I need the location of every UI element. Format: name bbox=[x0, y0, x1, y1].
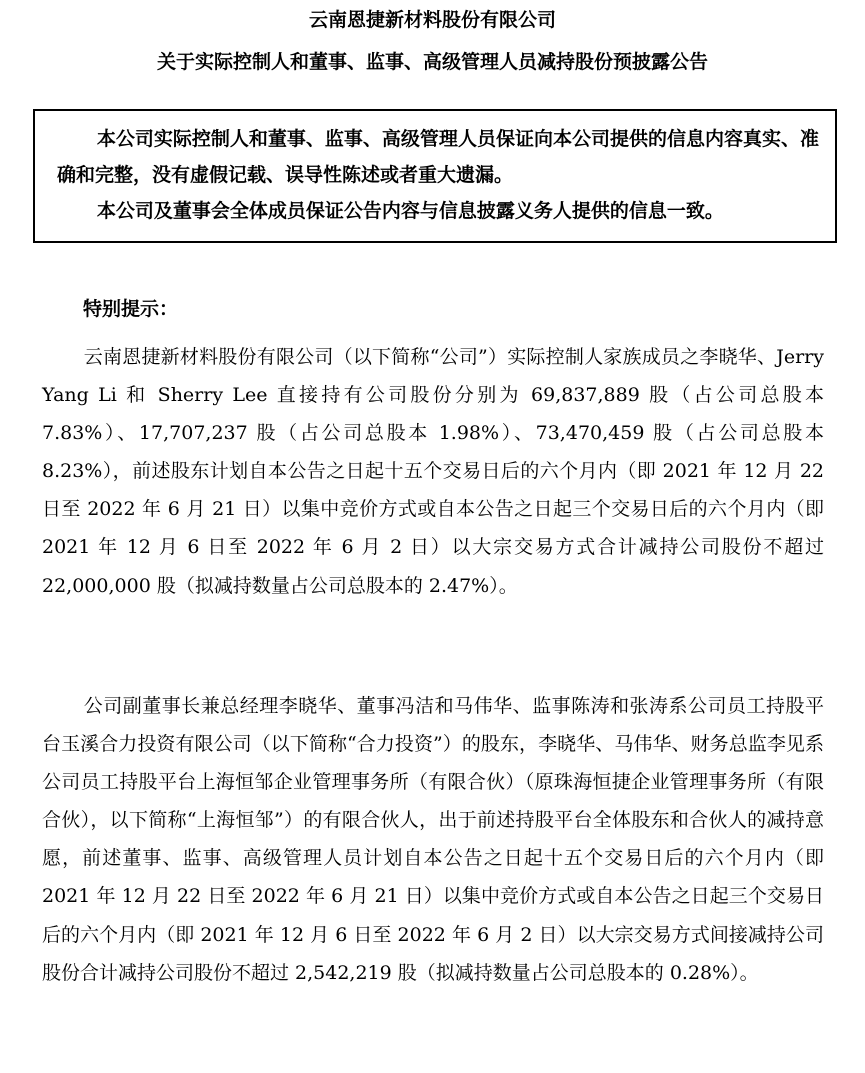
body-paragraph-2: 公司副董事长兼总经理李晓华、董事冯洁和马伟华、监事陈涛和张涛系公司员工持股平台玉溪合力投资有限公司（以下简称“合力投资”）的股东，李晓华、马伟华、财务总监李见系公司员工持股平台上海恒邹企业管理事务所（有限合伙）（原珠海恒捷企业管理事务所（有限合伙），以下简称“上海恒邹”）的有限合伙人，出于前述持股平台全体股东和合伙人的减持意愿，前述董事、监事、高级管理人员计划自本公告之日起十五个交易日后的六个月内（即 2021 年 12 月 22 日至 2022 年 6 月 21 日）以集中竞价方式或自本公告之日起三个交易日后的六个月内（即 2021 年 12 月 6 日至 2022 年 6 月 2 日）以大宗交易方式间接减持公司股份合计减持公司股份不超过 2,542,219 股（拟减持数量占公司总股本的 0.28%）。 bbox=[42, 695, 824, 984]
announcement-title: 关于实际控制人和董事、监事、高级管理人员减持股份预披露公告 bbox=[156, 51, 708, 73]
disclosure-statement-box bbox=[33, 109, 837, 243]
disclosure-statement-1: 本公司实际控制人和董事、监事、高级管理人员保证向本公司提供的信息内容真实、准确和完整，没有虚假记载、误导性陈述或者重大遗漏。 bbox=[57, 128, 819, 186]
special-notice-heading: 特别提示： bbox=[83, 298, 179, 320]
body-paragraph-1: 云南恩捷新材料股份有限公司（以下简称“公司”）实际控制人家族成员之李晓华、Jerry Yang Li 和 Sherry Lee 直接持有公司股份分别为 69,837,889 股（占公司总股本 7.83%）、17,707,237 股（占公司总股本 1.98%）、73,470,459 股（占公司总股本 8.23%），前述股东计划自本公告之日起十五个交易日后的六个月内（即 2021 年 12 月 22 日至 2022 年 6 月 21 日）以集中竞价方式或自本公告之日起三个交易日后的六个月内（即 2021 年 12 月 6 日至 2022 年 6 月 2 日）以大宗交易方式合计减持公司股份不超过 22,000,000 股（拟减持数量占公司总股本的 2.47%）。 bbox=[42, 346, 824, 597]
company-name: 云南恩捷新材料股份有限公司 bbox=[308, 9, 556, 31]
disclosure-statement-2: 本公司及董事会全体成员保证公告内容与信息披露义务人提供的信息一致。 bbox=[96, 200, 724, 222]
